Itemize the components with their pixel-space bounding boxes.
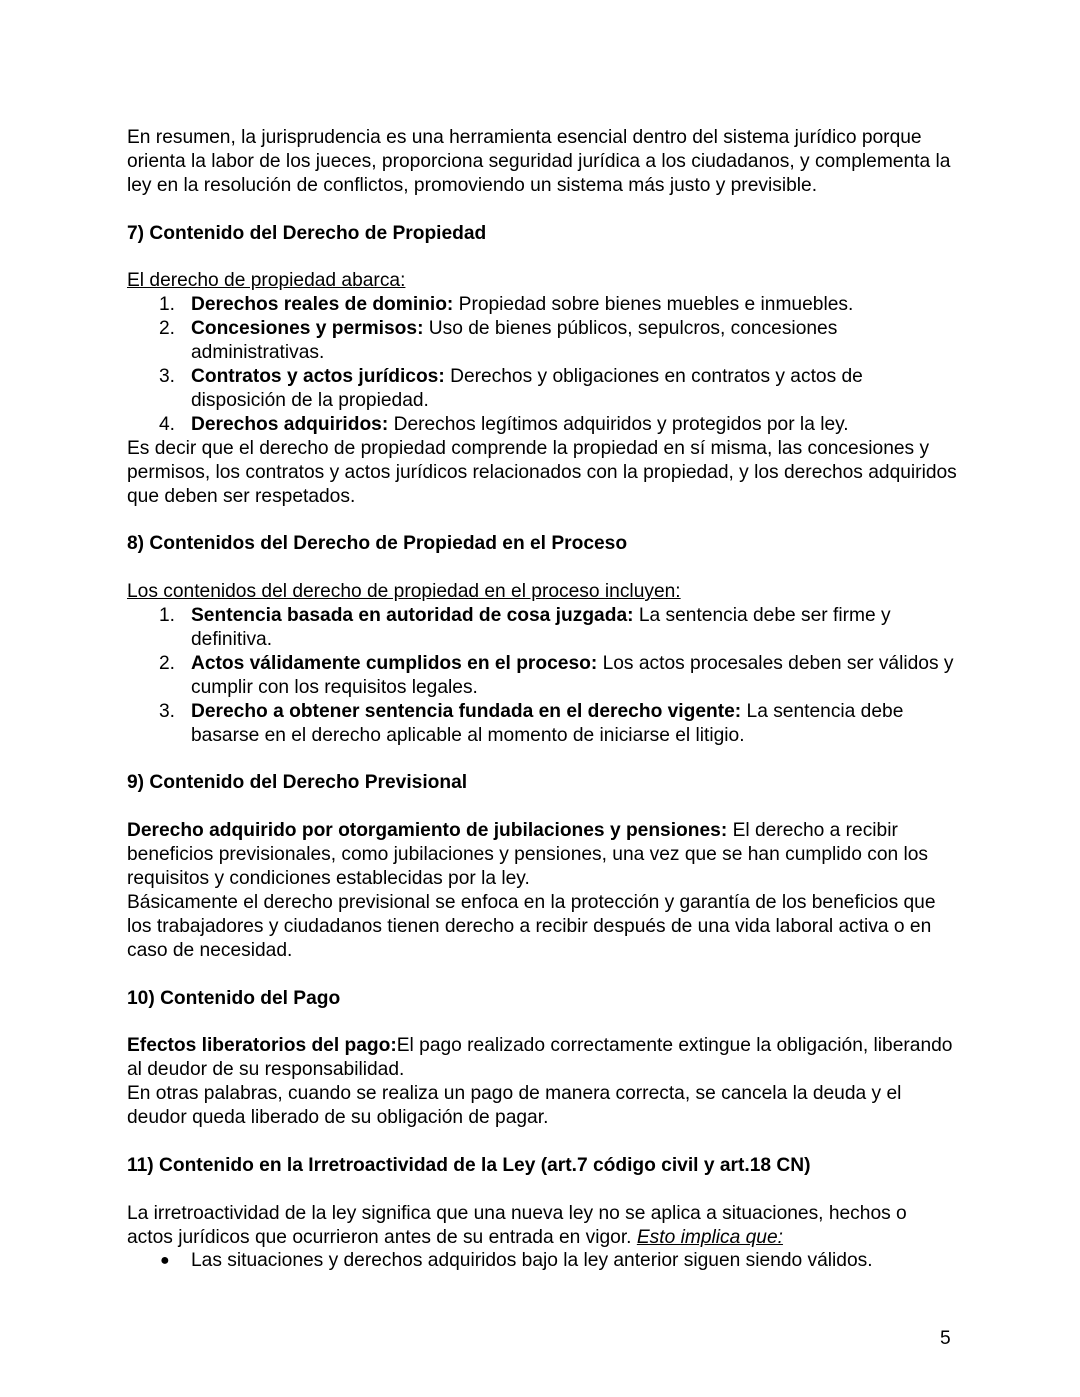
section-7-lead: El derecho de propiedad abarca: [127,270,406,292]
section-10-summary: En otras palabras, cuando se realiza un pago de manera correcta, se cancela la deuda y el deudor queda liberado de su obligación de pagar. [127,1083,902,1129]
section-11-paragraph: La irretroactividad de la ley significa que una nueva ley no se aplica a situaciones, hechos o actos jurídicos que ocurrieron antes de su entrada en vigor. Esto implica que: [127,1202,907,1248]
list-item: 2. Concesiones y permisos: Uso de bienes públicos, sepulcros, concesiones administrativas. [159,318,838,364]
page-number: 5 [940,1328,951,1349]
list-item: ● Las situaciones y derechos adquiridos bajo la ley anterior siguen siendo válidos. [160,1250,873,1272]
list-item: 2. Actos válidamente cumplidos en el proceso: Los actos procesales deben ser válidos y cumplir con los requisitos legales. [159,652,954,698]
document-page [127,126,957,1273]
list-item: 3. Contratos y actos jurídicos: Derechos y obligaciones en contratos y actos de disposición de la propiedad. [159,366,863,411]
section-7-heading: 7) Contenido del Derecho de Propiedad [127,222,487,244]
intro-paragraph: En resumen, la jurisprudencia es una herramienta esencial dentro del sistema jurídico porque orienta la labor de los jueces, proporciona seguridad jurídica a los ciudadanos, y complementa la ley en la resolución de conflictos, promoviendo un sistema más justo y previsible. [127,127,951,196]
section-7-list [127,293,957,436]
section-11-heading: 11) Contenido en la Irretroactividad de la Ley (art.7 código civil y art.18 CN) [127,1154,811,1176]
list-item: 1. Sentencia basada en autoridad de cosa juzgada: La sentencia debe ser firme y definitiva. [159,605,891,650]
section-10-heading: 10) Contenido del Pago [127,987,341,1009]
section-7-summary: Es decir que el derecho de propiedad comprende la propiedad en sí misma, las concesiones y permisos, los contratos y actos jurídicos relacionados con la propiedad, y los derechos adquiridos que deben ser respetados. [127,437,957,507]
section-8-heading: 8) Contenidos del Derecho de Propiedad en el Proceso [127,533,628,555]
section-9-paragraph: Derecho adquirido por otorgamiento de jubilaciones y pensiones: El derecho a recibir beneficios previsionales, como jubilaciones y pensiones, una vez que se han cumplido con los requisitos y condiciones establecidas por la ley. [127,820,929,889]
section-8-lead: Los contenidos del derecho de propiedad en el proceso incluyen: [127,581,681,603]
section-9-heading: 9) Contenido del Derecho Previsional [127,772,468,794]
bullet-icon: ● [160,1252,170,1270]
section-9-summary: Básicamente el derecho previsional se enfoca en la protección y garantía de los beneficios que los trabajadores y ciudadanos tienen derecho a recibir después de una vida laboral activa o en caso de necesidad. [127,891,936,961]
section-8-list [127,604,957,747]
list-item: 3. Derecho a obtener sentencia fundada en el derecho vigente: La sentencia debe basarse en el derecho aplicable al momento de iniciarse el litigio. [159,700,904,746]
section-10-paragraph: Efectos liberatorios del pago:El pago realizado correctamente extingue la obligación, liberando al deudor de su responsabilidad. [127,1035,953,1081]
section-11-bullets [127,1249,957,1273]
list-item: 4. Derechos adquiridos: Derechos legítimos adquiridos y protegidos por la ley. [159,413,849,435]
list-item: 1. Derechos reales de dominio: Propiedad sobre bienes muebles e inmuebles. [159,294,854,316]
section-11-emphasis: Esto implica que: [636,1226,783,1248]
